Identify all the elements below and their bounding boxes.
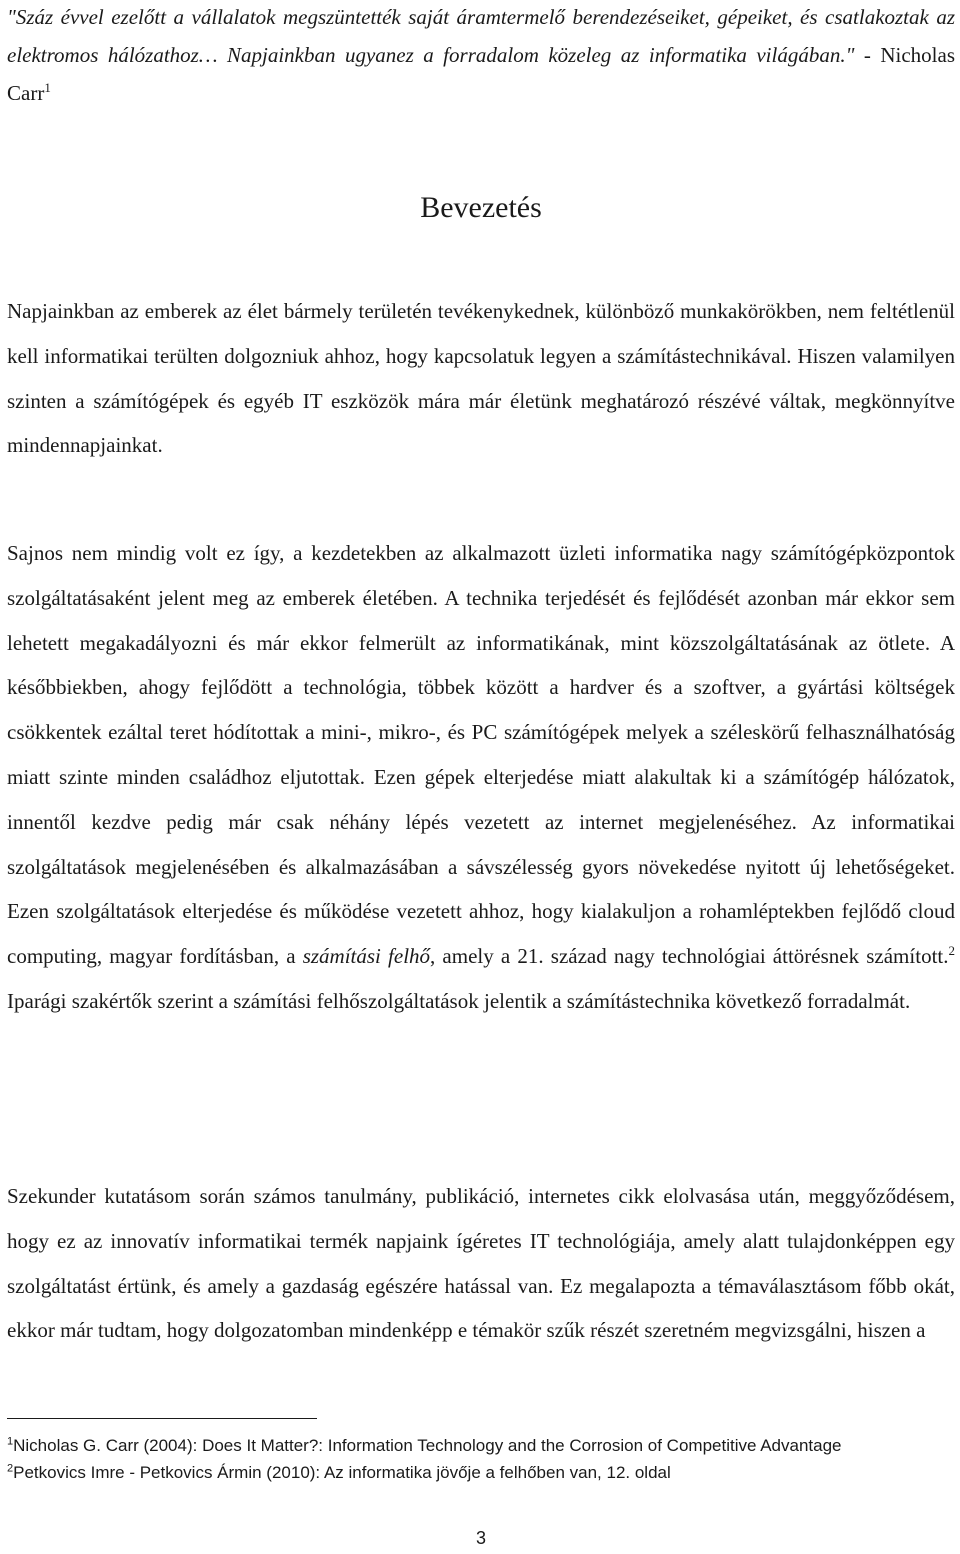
footnote-ref-1[interactable]: 1 (44, 80, 51, 95)
footnote-2 (7, 1459, 907, 1486)
footnote-2-text: Petkovics Imre - Petkovics Ármin (2010): Az informatika jövője a felhőben van, 12. oldal (13, 1463, 671, 1482)
page-number: 3 (475, 1528, 486, 1548)
footnote-1-text: Nicholas G. Carr (2004): Does It Matter?: Information Technology and the Corrosion of Competitive Advantage (13, 1436, 842, 1455)
paragraph-2-text-c: Iparági szakértők szerint a számítási felhőszolgáltatások jelentik a számítástechnika következő forradalmát. (7, 988, 911, 1013)
footnote-1-number: 1 (7, 1435, 14, 1448)
quote-attribution: - Nicholas Carr (7, 43, 955, 105)
footnote-2-number: 2 (7, 1462, 14, 1475)
paragraph-2-italic-term: számítási felhő (302, 944, 431, 969)
epigraph-quote (7, 0, 955, 112)
paragraph-1: Napjainkban az emberek az élet bármely területén tevékenykednek, különböző munkakörökben, nem feltétlenül kell informatikai terülten dolgozniuk ahhoz, hogy kapcsolatuk legyen a számítástechnikával. Hiszen valamilyen szinten a számítógépek és egyéb IT eszközök mára már életünk meghatározó részévé váltak, megkönnyítve mindennapjainkat. (7, 299, 955, 458)
paragraph-2-text-a: Sajnos nem mindig volt ez így, a kezdetekben az alkalmazott üzleti informatika nagy számítógépközpontok szolgáltatásaként jelent meg az emberek életében. A technika terjedését és fejlődését azonban már ekkor sem lehetett megakadályozni és már ekkor felmerült az informatikának, mint közszolgáltatásának az ötlete. A későbbiekben, ahogy fejlődött a technológia, többek között a hardver és a szoftver, a gyártási költségek csökkentek ezáltal teret hódítottak a mini-, mikro-, és PC számítógépek melyek a széleskörű felhasználhatóság miatt szinte minden családhoz eljutottak. Ezen gépek elterjedése miatt alakultak ki a számítógép hálózatok, innentől kezdve pedig már csak néhány lépés vezetett az internet megjelenéséhez. Az informatikai szolgáltatások megjelenésében és alkalmazásában a sávszélesség gyors növekedése nyitott új lehetőségeket. Ezen szolgáltatások elterjedése és működése vezetett ahhoz, hogy kialakuljon a rohamléptekben fejlődő cloud computing, magyar fordításban, a (7, 541, 955, 969)
section-heading: Bevezetés (420, 191, 542, 224)
quote-text: "Száz évvel ezelőtt a vállalatok megszüntették saját áramtermelő berendezéseiket, gépeiket, és csatlakoztak az elektromos hálózathoz… Napjainkban ugyanez a forradalom közeleg az informatika világában." (7, 5, 955, 67)
paragraph-2 (7, 531, 955, 1024)
paragraph-3: Szekunder kutatásom során számos tanulmány, publikáció, internetes cikk elolvasása után, meggyőződésem, hogy ez az innovatív informatikai termék napjaink ígéretes IT technológiája, amely alatt tulajdonképpen egy szolgáltatást értünk, és amely a gazdaság egészére hatással van. Ez megalapozta a témaválasztásom főbb okát, ekkor már tudtam, hogy dolgozatomban mindenképp e témakör szűk részét szeretném megvizsgálni, hiszen a (7, 1184, 955, 1343)
footnote-ref-2[interactable]: 2 (948, 943, 955, 959)
paragraph-2-text-b: , amely a 21. század nagy technológiai áttörésnek számított. (430, 944, 949, 969)
footnotes (7, 1432, 907, 1486)
footnote-separator (7, 1418, 317, 1419)
footnote-1 (7, 1432, 907, 1459)
